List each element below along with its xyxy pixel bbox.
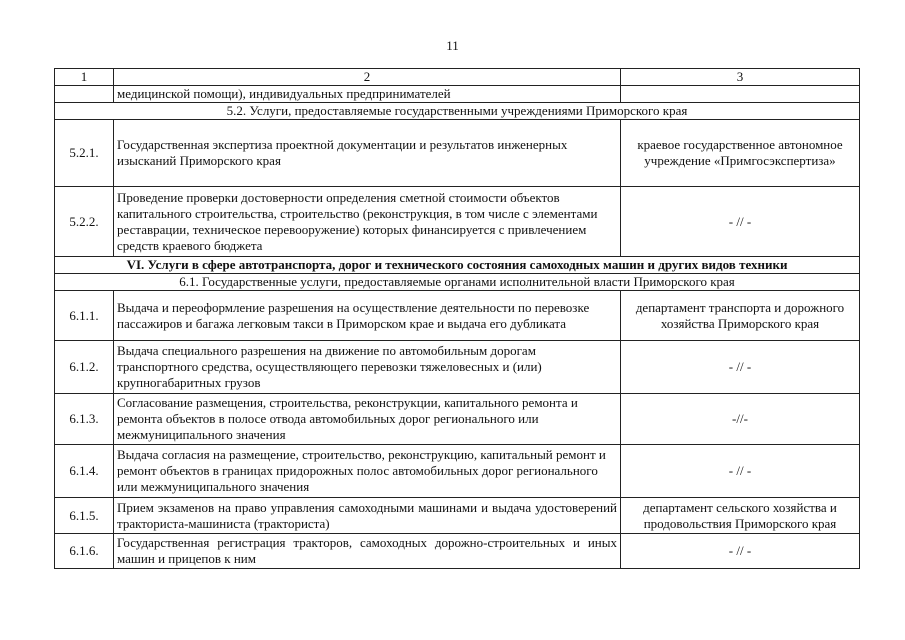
row-organization: - // -	[621, 534, 860, 569]
row-organization: краевое государственное автономное учреждение «Примгосэкспертиза»	[621, 120, 860, 187]
table-row	[55, 445, 860, 498]
subsection-heading: 5.2. Услуги, предоставляемые государственными учреждениями Приморского края	[55, 103, 860, 120]
row-description: Выдача специального разрешения на движение по автомобильным дорогам транспортного средства, осуществляющего перевозки тяжеловесных и (или) крупногабаритных грузов	[114, 341, 621, 394]
row-description: Проведение проверки достоверности определения сметной стоимости объектов капитального строительства, строительство (реконструкция, в том числе с элементами реставрации, техническое перевооружение) которых финансируется с привлечением средств краевого бюджета	[114, 187, 621, 257]
row-number: 6.1.5.	[55, 498, 114, 534]
row-organization: департамент сельского хозяйства и продовольствия Приморского края	[621, 498, 860, 534]
row-organization: департамент транспорта и дорожного хозяйства Приморского края	[621, 291, 860, 341]
table-row	[55, 187, 860, 257]
row-number: 6.1.4.	[55, 445, 114, 498]
column-header-2: 2	[114, 69, 621, 86]
row-description: Выдача и переоформление разрешения на осуществление деятельности по перевозке пассажиров и багажа легковым такси в Приморском крае и выдача его дубликата	[114, 291, 621, 341]
row-description: Прием экзаменов на право управления самоходными машинами и выдача удостоверений тракториста-машиниста (тракториста)	[114, 498, 621, 534]
row-organization	[621, 86, 860, 103]
section-row	[55, 257, 860, 274]
subsection-heading: 6.1. Государственные услуги, предоставляемые органами исполнительной власти Приморского края	[55, 274, 860, 291]
services-table	[54, 68, 860, 569]
continuation-cell: медицинской помощи), индивидуальных предпринимателей	[114, 86, 621, 103]
table-row	[55, 120, 860, 187]
row-number	[55, 86, 114, 103]
row-description: Государственная экспертиза проектной документации и результатов инженерных изысканий Приморского края	[114, 120, 621, 187]
row-organization: -//-	[621, 394, 860, 445]
subsection-row	[55, 103, 860, 120]
row-number: 6.1.1.	[55, 291, 114, 341]
table-row	[55, 394, 860, 445]
row-number: 5.2.2.	[55, 187, 114, 257]
row-number: 6.1.2.	[55, 341, 114, 394]
column-header-1: 1	[55, 69, 114, 86]
table-row	[55, 86, 860, 103]
page-number: 11	[446, 38, 459, 53]
table-row	[55, 291, 860, 341]
row-description: Государственная регистрация тракторов, самоходных дорожно-строительных и иных машин и прицепов к ним	[114, 534, 621, 569]
table-row	[55, 498, 860, 534]
subsection-row	[55, 274, 860, 291]
row-description: Согласование размещения, строительства, реконструкции, капитального ремонта и ремонта объектов в полосе отвода автомобильных дорог регионального или межмуниципального значения	[114, 394, 621, 445]
table-header-row	[55, 69, 860, 86]
row-organization: - // -	[621, 187, 860, 257]
row-number: 6.1.6.	[55, 534, 114, 569]
row-number: 6.1.3.	[55, 394, 114, 445]
section-heading: VI. Услуги в сфере автотранспорта, дорог и технического состояния самоходных машин и других видов техники	[55, 257, 860, 274]
table-row	[55, 534, 860, 569]
row-organization: - // -	[621, 341, 860, 394]
column-header-3: 3	[621, 69, 860, 86]
table-row	[55, 341, 860, 394]
row-number: 5.2.1.	[55, 120, 114, 187]
row-description: Выдача согласия на размещение, строительство, реконструкцию, капитальный ремонт и ремонт объектов в границах придорожных полос автомобильных дорог регионального или межмуниципального значения	[114, 445, 621, 498]
row-organization: - // -	[621, 445, 860, 498]
